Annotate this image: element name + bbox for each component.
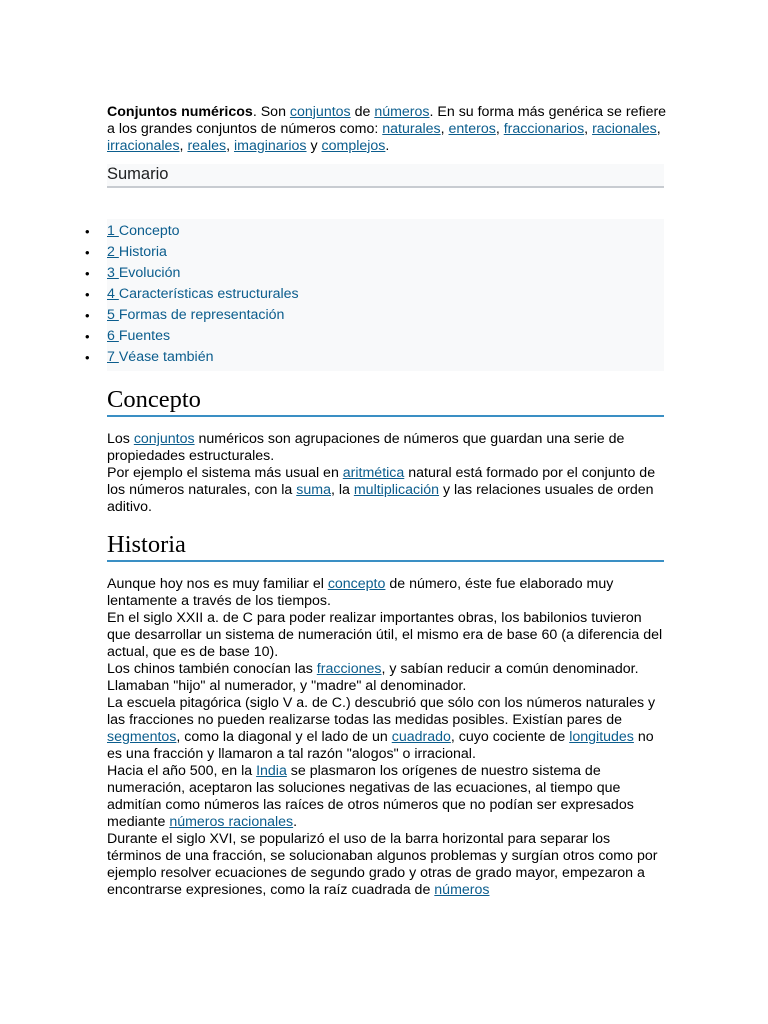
toc-link-caracteristicas[interactable]: [107, 286, 299, 302]
toc-label: Formas de representación: [118, 307, 285, 323]
table-of-contents: [107, 219, 664, 371]
text: . En su forma más genérica se refiere a los grandes conjuntos de números como:: [107, 104, 667, 137]
link-numeros-2[interactable]: números: [434, 882, 490, 898]
link-longitudes[interactable]: longitudes: [569, 729, 634, 745]
text: Por ejemplo el sistema más usual en: [107, 465, 343, 481]
link-conjuntos-2[interactable]: conjuntos: [133, 431, 195, 447]
historia-p3: [107, 661, 667, 695]
toc-number: 2: [107, 244, 119, 260]
text: y: [306, 138, 322, 154]
article-body: [107, 104, 667, 899]
toc-item: [107, 242, 664, 263]
historia-p6: [107, 831, 667, 899]
text: Los: [107, 431, 134, 447]
toc-item: [107, 305, 664, 326]
link-aritmetica[interactable]: aritmética: [342, 465, 405, 481]
concepto-text: [107, 431, 667, 516]
text: La escuela pitagórica (siglo V a. de C.) descubrió que sólo con los números naturales y las fracciones no pueden realizarse todas las medidas posibles. Existían pares de: [107, 695, 656, 728]
link-complejos[interactable]: complejos: [321, 138, 386, 154]
historia-p2: En el siglo XXII a. de C para poder realizar importantes obras, los babilonios tuvieron que desarrollar un sistema de numeración útil, el mismo era de base 60 (a diferencia del actual, que es de base 10).: [107, 610, 663, 660]
historia-p5: [107, 763, 667, 831]
text: , cuyo cociente de: [450, 729, 570, 745]
toc-label: Características estructurales: [118, 286, 299, 302]
text: ,: [584, 121, 593, 137]
link-conjuntos[interactable]: conjuntos: [289, 104, 351, 120]
text: .: [385, 138, 390, 154]
text: Los chinos también conocían las: [107, 661, 317, 677]
concepto-p1: [107, 431, 667, 465]
intro-paragraph: [107, 104, 667, 155]
text: numéricos son agrupaciones de números que guardan una serie de propiedades estructurales.: [107, 431, 625, 464]
heading-historia: Historia: [107, 530, 664, 562]
link-numeros-racionales[interactable]: números racionales: [169, 814, 294, 830]
historia-text: [107, 576, 667, 899]
toc-link-vease[interactable]: [107, 349, 214, 365]
toc-item: [107, 347, 664, 368]
link-enteros[interactable]: enteros: [448, 121, 496, 137]
toc-header: Sumario: [107, 164, 664, 188]
toc-number: 4: [107, 286, 119, 302]
text: , la: [330, 482, 354, 498]
text: de: [350, 104, 375, 120]
article-title-bold: Conjuntos numéricos: [107, 104, 253, 120]
toc-item: [107, 284, 664, 305]
text: ,: [656, 121, 661, 137]
link-fracciones[interactable]: fracciones: [316, 661, 382, 677]
toc-link-formas[interactable]: [107, 307, 284, 323]
text: , y sabían reducir a común denominador. Llamaban "hijo" al numerador, y "madre" al denominador.: [107, 661, 639, 694]
toc-label: Fuentes: [118, 328, 171, 344]
text: de número, éste fue elaborado muy lentamente a través de los tiempos.: [107, 576, 614, 609]
link-irracionales[interactable]: irracionales: [107, 138, 180, 154]
text: .: [293, 814, 298, 830]
toc-item: [107, 221, 664, 242]
historia-p4: [107, 695, 667, 763]
toc-item: [107, 326, 664, 347]
toc-link-concepto[interactable]: [107, 223, 180, 239]
text: Hacia el año 500, en la: [107, 763, 257, 779]
link-india[interactable]: India: [256, 763, 287, 779]
link-numeros[interactable]: números: [374, 104, 430, 120]
text: Durante el siglo XVI, se popularizó el uso de la barra horizontal para separar los términos de una fracción, se solucionaban algunos problemas y surgían otros como por ejemplo resolver ecuaciones de segundo grado y otras de grado mayor, empezaron a encontrarse expresiones, como la raíz cuadrada de: [107, 831, 658, 898]
toc-label: Concepto: [118, 223, 180, 239]
text: , como la diagonal y el lado de un: [176, 729, 392, 745]
text: y las relaciones usuales de orden aditivo.: [107, 482, 654, 515]
link-cuadrado[interactable]: cuadrado: [391, 729, 451, 745]
link-imaginarios[interactable]: imaginarios: [233, 138, 307, 154]
toc-number: 3: [107, 265, 119, 281]
toc-link-evolucion[interactable]: [107, 265, 180, 281]
toc-number: 5: [107, 307, 119, 323]
toc-label: Véase también: [118, 349, 214, 365]
text: ,: [179, 138, 188, 154]
link-segmentos[interactable]: segmentos: [107, 729, 177, 745]
text: no es una fracción y llamaron a tal razón "alogos" o irracional.: [107, 729, 654, 762]
historia-p1: [107, 576, 667, 610]
text: se plasmaron los orígenes de nuestro sistema de numeración, aceptaron las soluciones negativas de las ecuaciones, al tiempo que admitían como números las raíces de otros números que no podían ser expresados mediante: [107, 763, 634, 830]
text: . Son: [252, 104, 290, 120]
text: Aunque hoy nos es muy familiar el: [107, 576, 328, 592]
link-suma[interactable]: suma: [296, 482, 331, 498]
link-multiplicacion[interactable]: multiplicación: [353, 482, 440, 498]
link-naturales[interactable]: naturales: [382, 121, 441, 137]
toc-link-fuentes[interactable]: [107, 328, 170, 344]
link-concepto[interactable]: concepto: [327, 576, 386, 592]
concepto-p2: [107, 465, 667, 516]
text: ,: [440, 121, 449, 137]
toc-label: Evolución: [118, 265, 181, 281]
text: natural está formado por el conjunto de los números naturales, con la: [107, 465, 656, 498]
text: ,: [226, 138, 234, 154]
heading-concepto: Concepto: [107, 385, 664, 417]
toc-item: [107, 263, 664, 284]
toc-link-historia[interactable]: [107, 244, 167, 260]
link-fraccionarios[interactable]: fraccionarios: [503, 121, 585, 137]
toc-number: 6: [107, 328, 119, 344]
link-racionales[interactable]: racionales: [592, 121, 657, 137]
toc-number: 1: [107, 223, 119, 239]
toc-number: 7: [107, 349, 119, 365]
toc-label: Historia: [118, 244, 167, 260]
text: ,: [495, 121, 504, 137]
link-reales[interactable]: reales: [187, 138, 227, 154]
